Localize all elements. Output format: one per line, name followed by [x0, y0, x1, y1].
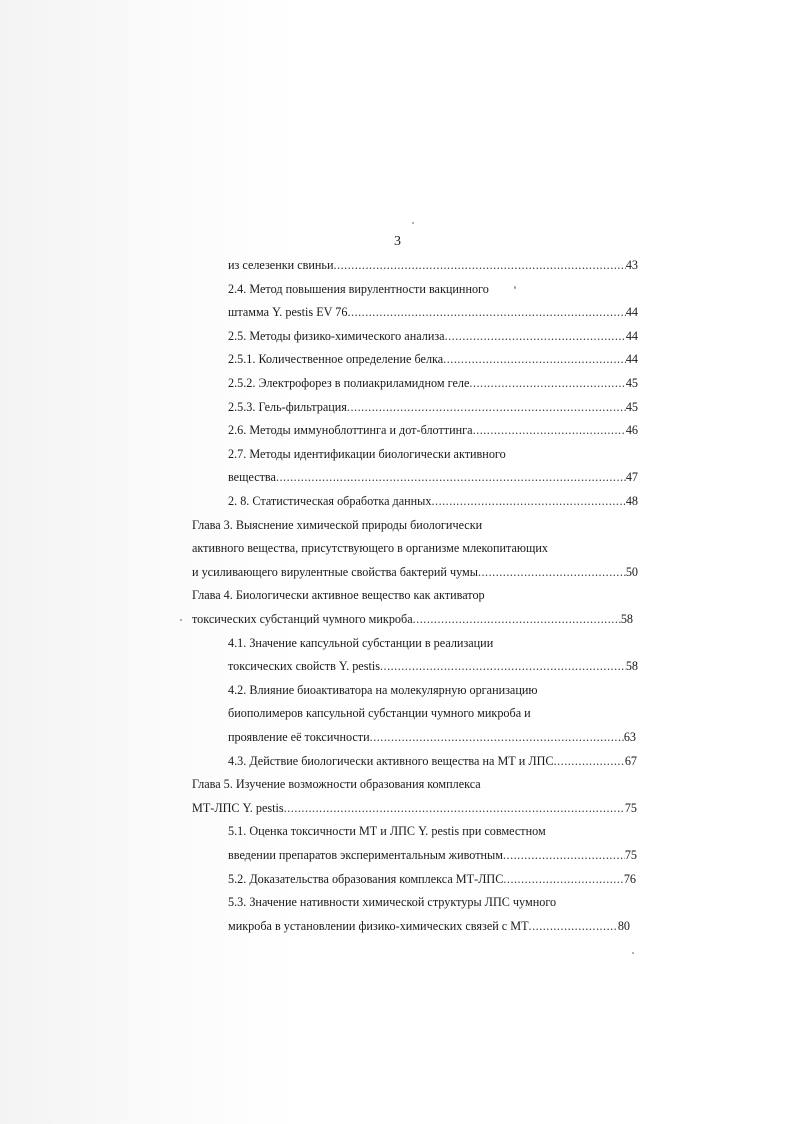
scan-speck	[632, 952, 634, 954]
toc-leader-dots	[473, 419, 626, 443]
toc-entry-text: проявление её токсичности	[228, 730, 370, 744]
toc-entry-page: 43	[625, 258, 638, 272]
toc-leader-dots	[554, 750, 625, 774]
toc-chapter	[192, 514, 482, 538]
toc-entry-text: биополимеров капсульной субстанции чумного микроба и	[228, 706, 531, 721]
toc-leader-dots	[276, 466, 626, 490]
toc-entry-text: вещества	[228, 470, 276, 485]
toc-leader-dots	[370, 726, 624, 750]
scan-speck	[180, 619, 182, 621]
toc-entry-text: 5.2. Доказательства образования комплекса МТ-ЛПС	[228, 871, 504, 886]
toc-entry-text: штамма Y. pestis EV 76	[228, 305, 348, 320]
toc-chapter	[192, 797, 637, 821]
toc-entry-text: Глава 4. Биологически активное вещество как активатор	[192, 588, 485, 603]
toc-entry-text: 4.3. Действие биологически активного вещества на МТ и ЛПС	[228, 753, 554, 768]
toc-entry-text: и усиливающего вирулентные свойства бактерий чумы	[192, 564, 478, 579]
toc-entry-page: 80	[617, 918, 630, 933]
toc-entry-text: 2.5. Методы физико-химического анализа	[228, 328, 445, 343]
toc-entry	[228, 655, 638, 679]
toc-entry-page: 44	[625, 305, 638, 320]
toc-entry	[228, 891, 556, 915]
toc-entry	[228, 443, 506, 467]
toc-entry-page: 47	[625, 470, 638, 485]
toc-entry	[228, 490, 638, 514]
toc-entry-page: 46	[625, 423, 638, 438]
toc-entry	[228, 348, 638, 372]
page-number: 3	[394, 234, 401, 249]
toc-leader-dots	[445, 325, 626, 349]
toc-entry	[228, 396, 638, 420]
toc-entry-page: 58	[620, 612, 633, 626]
toc-entry-text: из селезенки свиньи	[228, 258, 334, 272]
toc-entry-page: 67	[624, 753, 637, 768]
toc-entry-text: токсических субстанций чумного микроба	[192, 612, 413, 626]
toc-entry-page: 48	[625, 494, 638, 508]
toc-entry-text: активного вещества, присутствующего в организме млекопитающих	[192, 541, 548, 556]
toc-entry	[228, 372, 638, 396]
toc-leader-dots	[380, 655, 626, 679]
toc-entry-page: 76	[623, 871, 636, 886]
toc-entry-page: 45	[625, 399, 638, 414]
toc-entry	[228, 419, 638, 443]
toc-entry-page: 44	[625, 328, 638, 343]
toc-entry	[228, 301, 638, 325]
toc-entry-text: 4.1. Значение капсульной субстанции в реализации	[228, 635, 494, 650]
toc-entry-text: микроба в установлении физико-химических связей с МТ	[228, 918, 529, 933]
toc-entry-text: 4.2. Влияние биоактиватора на молекулярную организацию	[228, 682, 538, 697]
toc-entry-text: введении препаратов экспериментальным животным	[228, 848, 503, 862]
toc-entry-page: 50	[625, 564, 638, 579]
toc-leader-dots	[284, 797, 625, 821]
toc-entry	[228, 844, 637, 868]
toc-entry	[228, 679, 537, 703]
toc-leader-dots	[469, 372, 625, 396]
toc-entry-page: 45	[625, 376, 638, 390]
toc-entry	[228, 750, 637, 774]
toc-entry	[228, 915, 630, 939]
toc-entry-text: 2.5.3. Гель-фильтрация	[228, 399, 347, 414]
toc-chapter	[192, 537, 548, 561]
toc-entry	[228, 632, 493, 656]
toc-entry-text: 2. 8. Статистическая обработка данных	[228, 494, 432, 508]
toc-entry	[228, 726, 636, 750]
toc-entry-text: 2.6. Методы иммуноблоттинга и дот-блоттинга	[228, 423, 473, 438]
toc-entry-page: 75	[624, 848, 637, 862]
toc-leader-dots	[443, 348, 626, 372]
toc-leader-dots	[478, 561, 626, 585]
toc-leader-dots	[334, 254, 626, 278]
toc-leader-dots	[529, 915, 618, 939]
toc-entry-text: 2.7. Методы идентификации биологически активного	[228, 446, 506, 461]
toc-entry-page: 44	[625, 352, 638, 367]
toc-leader-dots	[431, 490, 625, 514]
toc-entry	[228, 868, 636, 892]
toc-entry	[228, 278, 489, 302]
toc-entry	[228, 254, 638, 278]
toc-entry-text: Глава 3. Выяснение химической природы биологически	[192, 517, 483, 532]
toc-entry-page: 75	[624, 800, 637, 815]
toc-entry-text: 2.5.1. Количественное определение белка	[228, 352, 444, 367]
toc-entry-text: токсических свойств Y. pestis	[228, 659, 380, 674]
toc-leader-dots	[347, 301, 625, 325]
toc-leader-dots	[347, 396, 626, 420]
scan-speck	[514, 286, 516, 289]
toc-entry-page: 63	[623, 730, 636, 744]
toc-entry-text: 5.3. Значение нативности химической структуры ЛПС чумного	[228, 895, 557, 910]
toc-leader-dots	[413, 608, 621, 632]
scan-speck	[412, 222, 414, 224]
toc-entry-text: 5.1. Оценка токсичности МТ и ЛПС Y. pestis при совместном	[228, 824, 546, 839]
toc-entry	[228, 820, 546, 844]
toc-entry-text: 2.5.2. Электрофорез в полиакриламидном геле	[228, 376, 470, 390]
toc-entry	[228, 466, 638, 490]
toc-entry-text: МТ-ЛПС Y. pestis	[192, 800, 284, 815]
toc-leader-dots	[503, 868, 623, 892]
toc-chapter	[192, 773, 481, 797]
toc-chapter	[192, 584, 485, 608]
toc-entry-page: 58	[625, 659, 638, 674]
toc-leader-dots	[503, 844, 625, 868]
toc-entry	[228, 325, 638, 349]
toc-entry-text: Глава 5. Изучение возможности образования комплекса	[192, 777, 481, 792]
toc-chapter	[192, 608, 633, 632]
toc-entry-text: 2.4. Метод повышения вирулентности вакцинного	[228, 281, 489, 296]
toc-entry	[228, 702, 531, 726]
toc-chapter	[192, 561, 638, 585]
